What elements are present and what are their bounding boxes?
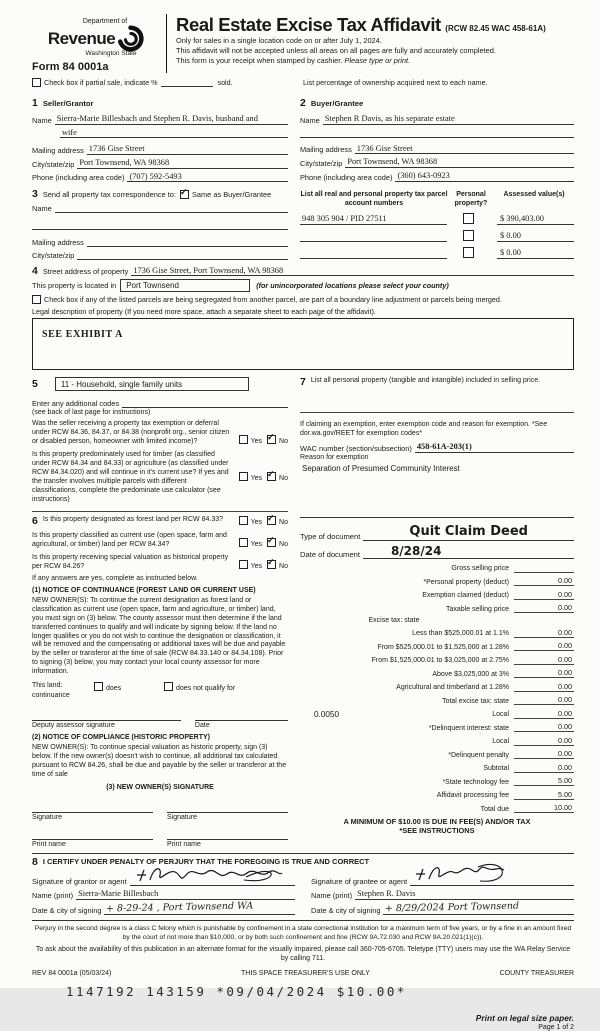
parcel-number-field[interactable] (300, 231, 447, 242)
street-address-field[interactable]: 1736 Gise Street, Port Townsend, WA 98368 (131, 266, 574, 277)
partial-percent-field[interactable] (161, 86, 213, 87)
alternate-format-note: To ask about the availability of this publication in an alternate format for the visually impaired, please call 360-705-6705. Teletype (TTY) users may use the WA Relay Service by calling 711. (35, 946, 571, 963)
additional-codes-field[interactable] (122, 398, 288, 408)
reason-for-exemption-label: Reason for exemption (300, 453, 369, 461)
signature-label: Signature (167, 813, 197, 821)
signature-label: Signature (32, 813, 62, 821)
section-6-number: 6 (32, 515, 38, 528)
tax-row-label: From $525,000.01 to $1,525,000 at 1.28% (377, 643, 509, 651)
notice-compliance-body: NEW OWNER(S): To continue special valuation as historic property, sign (3) below. If the new owner(s) doesn't wish to continue, all additional tax calculated pursuant to RCW 84.26, shall be due and payable by the seller or transferor at the time of sale (32, 744, 287, 779)
tax-computation (300, 563, 574, 835)
notice-continuance-body: NEW OWNER(S): To continue the current designation as forest land or classification as current use (open space, farm and agriculture, or timber) land, you must sign on (3) below. The county assessor must then determine if the land transferred continues to qualify and will indicate by signing below. If the land no longer qualifies or you do not wish to continue the designation or classification, it will be removed and the compensating or additional taxes will be due and payable by the seller or transferor at the time of sale (RCW 84.33.140 or 84.34.108). Prior to signing (3) below, you may contact your local county assessor for more information. (32, 596, 286, 676)
print-name-label: Print name (32, 840, 66, 848)
tax-row-label: Affidavit processing fee (436, 792, 509, 800)
yes-checkbox[interactable] (239, 560, 248, 569)
tax-row-amount[interactable]: 10.00 (514, 803, 574, 813)
street-address-label: Street address of property (42, 267, 129, 277)
section-3-correspondence (32, 189, 288, 260)
ownership-note: List percentage of ownership acquired next to each name. (303, 78, 488, 87)
section-5-number: 5 (32, 378, 38, 391)
sold-label: sold. (217, 78, 233, 87)
buyer-name-field[interactable]: Stephen R Davis, as his separate estate (323, 114, 574, 125)
see-back-note: (see back of last page for instructions) (32, 409, 151, 417)
partial-sale-checkbox[interactable] (32, 78, 41, 87)
treasurer-stamp: 1147192 143159 *09/04/2024 $10.00* (66, 984, 407, 1000)
section-6-designations: 6 Is this property designated as forest land per RCW 84.33? Yes ✓ No Is this property classified as current use (open space, farm and agricultural, or timber) land per RCW 84.34? Yes ✓ No Is this property receiving special valuation as historical property per RCW 84.26? Yes ✓ No If any answers are yes, complete as instructed below. (1) NOTICE OF CONTINUANCE (FOREST LAND OR CURRENT USE) NEW OWNER(S): To continue the current designation as forest land or classification as current use (open space, farm and agriculture, or timber) land, you must sign on (3) below. The county assessor must then determine if the land transferred continues to qualify and will indicate by signing below. If the land no longer qualifies or you do not wish to continue the designation or classification, it will be removed and the compensating or additional taxes will be due and payable by the seller or transferor at the time of sale (RCW 84.33.140 or 84.34.108). Prior to signing (3) below, you may contact your local county assessor for more information. This land: does does not qualify for continuance Deputy assessor signature Date (2) NOTICE OF COMPLIANCE (HISTORIC PROPERTY) NEW OWNER(S): To continue special valuation as historic property, sign (3) below. If the new owner(s) doesn't wish to continue, all additional tax calculated pursuant to RCW 84.26, shall be due and payable by the seller or transferor at the time of sale (3) NEW OWNER(S) SIGNATURE Signature Signature Print name Print name (32, 513, 288, 848)
tax-row-amount[interactable]: 5.00 (514, 776, 574, 786)
wac-number-label: WAC number (section/subsection) (300, 443, 412, 453)
personal-property-checkbox[interactable] (463, 230, 474, 241)
buyer-mailing-label: Mailing address (300, 145, 352, 155)
tax-row-amount[interactable]: 0.00 (514, 763, 574, 773)
tax-row-amount[interactable]: 0.00 (514, 749, 574, 759)
new-owners-signature-title: (3) NEW OWNER(S) SIGNATURE (106, 784, 214, 792)
current-use-question: Is this property classified as current use (open space, farm and agricultural, or timber) land per RCW 84.34? (32, 531, 227, 548)
assessed-value-field[interactable]: $ 0.00 (497, 231, 574, 242)
dor-swirl-icon (117, 25, 144, 52)
same-as-buyer-label: Same as Buyer/Grantee (191, 190, 272, 200)
section-4-property (32, 266, 574, 371)
form-number: Form 84 0001a (32, 61, 109, 73)
corr-city-field[interactable] (77, 250, 288, 260)
type-of-document-label: Type of document (300, 531, 361, 541)
grantor-name-field[interactable]: Sierra-Marie Billesbach (76, 889, 295, 900)
tax-row-amount[interactable]: 0.00 (514, 709, 574, 719)
timber-agriculture-question: Is this property predominately used for timber (as classified under RCW 84.34 and 84.33) or agriculture (as classified under RCW 84.34.020) and will continue in it's current use? If yes and the transfer involves multiple parcels with different classifications, complete the predominate use calculator (see instructions) (32, 451, 229, 504)
personal-property-label: List all personal property (tangible and intangible) included in selling price. (310, 377, 541, 385)
corr-mailing-label: Mailing address (32, 237, 84, 247)
notice-continuance-title: (1) NOTICE OF CONTINUANCE (FOREST LAND OR CURRENT USE) (32, 586, 256, 594)
document-block (300, 517, 574, 559)
assessed-value-field[interactable]: $ 390,403.00 (497, 214, 574, 225)
seller-mailing-label: Mailing address (32, 145, 84, 155)
parcel-row (300, 230, 574, 242)
seller-city-field[interactable]: Port Townsend, WA 98368 (77, 158, 288, 169)
corr-name-field[interactable] (55, 203, 288, 213)
seller-name-field-line2[interactable]: wife (60, 128, 288, 139)
grantor-signature-label: Signature of grantor or agent (32, 877, 127, 887)
legal-description-value: SEE EXHIBIT A (42, 329, 123, 341)
tax-row-amount[interactable]: 0.00 (514, 736, 574, 746)
grantee-date-label: Date & city of signing (311, 906, 381, 916)
header-note-2: This affidavit will not be accepted unless all areas on all pages are fully and accurately completed. (176, 45, 496, 55)
seller-grantor-title: Seller/Grantor (42, 99, 94, 108)
assessed-value-col-header: Assessed value(s) (503, 191, 565, 199)
tax-row-amount[interactable]: 0.00 (514, 655, 574, 665)
form-header (32, 14, 574, 73)
print-name-label: Print name (167, 840, 201, 848)
tax-row-amount[interactable]: 0.00 (514, 628, 574, 638)
tax-row-label: Total excise tax: state (442, 697, 509, 705)
personal-property-field[interactable] (300, 396, 574, 413)
tax-row-amount[interactable]: 0.00 (514, 590, 574, 600)
no-checkbox[interactable]: ✓ (267, 432, 275, 443)
tax-row-amount[interactable]: 0.00 (514, 682, 574, 692)
personal-property-checkbox[interactable] (463, 247, 474, 258)
corr-blank-field[interactable] (32, 220, 288, 230)
tax-row-label: *Personal property (deduct) (423, 578, 509, 586)
same-as-buyer-checkbox[interactable]: ✓ (179, 187, 188, 198)
section-3-number: 3 (32, 188, 38, 201)
date-of-document-label: Date of document (300, 550, 360, 560)
located-in-label: This property is located in (32, 281, 117, 291)
this-land-label: This land: (32, 682, 63, 690)
section-5-use-code: 5 11 - Household, single family units Enter any additional codes (see back of last page for instructions) Was the seller receiving a property tax exemption or deferral under RCW 84.36, 84.37, or 84.38 (nonprofit org., senior citizen or disabled person, homeowner with limited income)? Yes ✓ No Is this property predominately used for timber (as classified under RCW 84.34 and 84.33) or agriculture (as classified under RCW 84.34.020) and will continue in it's current use? If yes and the transfer involves multiple parcels with different classifications, complete the predominate use calculator (see instructions) Yes ✓ No (32, 378, 288, 504)
grantee-signature-field[interactable] (410, 871, 574, 886)
grantee-name-label: Name (print) (311, 891, 353, 901)
section-8-number: 8 (32, 855, 38, 868)
partial-sale-row (32, 78, 303, 87)
rev-form-number: REV 84 0001a (05/03/24) (32, 970, 112, 978)
forest-land-question: Is this property designated as forest land per RCW 84.33? (42, 516, 223, 524)
county-treasurer-label: COUNTY TREASURER (499, 970, 574, 978)
corr-mailing-field[interactable] (87, 237, 288, 247)
buyer-name-field-line2[interactable] (300, 128, 574, 138)
grantor-signature-image (134, 864, 284, 888)
parcel-number-field[interactable]: 948 305 904 / PID 27511 (300, 214, 447, 225)
parcel-row (300, 247, 574, 259)
segregated-note: Check box if any of the listed parcels are being segregated from another parcel, are part of a boundary line adjustment or parcels being merged. (44, 295, 502, 305)
wac-number-field[interactable]: 458-61A-203(1) (415, 442, 574, 453)
personal-property-checkbox[interactable] (463, 213, 474, 224)
new-owner-signature-field-2[interactable] (167, 800, 288, 813)
tax-row-amount[interactable]: 0.00 (514, 603, 574, 613)
type-of-document-field[interactable]: Quit Claim Deed (363, 525, 574, 541)
no-checkbox[interactable]: ✓ (267, 534, 275, 545)
buyer-phone-label: Phone (including area code) (300, 172, 393, 182)
yes-checkbox[interactable] (239, 472, 248, 481)
tax-row-label: Less than $525,000.01 at 1.1% (412, 630, 509, 638)
legal-description-label: Legal description of property (If you need more space, attach a separate sheet to each page of the affidavit). (32, 307, 376, 317)
continuance-label: continuance (32, 692, 70, 700)
personal-property-col-header: Personal property? (454, 191, 488, 207)
tax-row-label: Taxable selling price (445, 605, 509, 613)
section-7-number: 7 (300, 376, 306, 389)
perjury-statement: Perjury in the second degree is a class C felony which is punishable by confinement in a state correctional institution for a maximum term of five years, or by a fine in an amount fixed by the court of not more than $10,000, or by both such confinement and fine (RCW 9A.72.030 and RCW 9A.20.021(1)(c)). (32, 920, 574, 942)
buyer-mailing-field[interactable]: 1736 Gise Street (355, 144, 574, 155)
seller-phone-field[interactable]: (707) 592-5493 (127, 172, 288, 183)
tax-row-label: Gross selling price (451, 565, 509, 573)
tax-row-amount[interactable]: 5.00 (514, 790, 574, 800)
historic-property-question: Is this property receiving special valuation as historical property per RCW 84.26? (32, 553, 229, 570)
tax-row-label: Exemption claimed (deduct) (422, 592, 509, 600)
tax-row-label: Above $3,025,000 at 3% (432, 670, 509, 678)
seller-mailing-field[interactable]: 1736 Gise Street (87, 144, 288, 155)
certify-statement: I CERTIFY UNDER PENALTY OF PERJURY THAT THE FOREGOING IS TRUE AND CORRECT (42, 856, 370, 866)
grantee-name-field[interactable]: Stephen R. Davis (355, 889, 574, 900)
seller-name-label: Name (32, 115, 52, 125)
no-checkbox[interactable]: ✓ (267, 513, 275, 524)
correspondence-label: Send all property tax correspondence to: (42, 190, 176, 200)
section-4-number: 4 (32, 264, 38, 277)
form-title: Real Estate Excise Tax Affidavit (176, 14, 441, 35)
tax-row-label: Local (492, 711, 509, 719)
section-2-number: 2 (300, 97, 306, 109)
partial-sale-label: Check box if partial sale, indicate % (44, 78, 158, 87)
county-note: (for unincorporated locations please select your county) (256, 281, 449, 291)
revenue-label: Revenue (47, 28, 116, 48)
document-and-tax-column (300, 511, 574, 848)
yes-checkbox[interactable] (239, 435, 248, 444)
buyer-city-label: City/state/zip (300, 158, 343, 168)
date-label: Date (194, 722, 210, 730)
section-7-personal-property (300, 377, 574, 505)
seller-city-label: City/state/zip (32, 159, 75, 169)
tax-row-amount[interactable]: 0.00 (514, 641, 574, 651)
grantor-date-label: Date & city of signing (32, 906, 102, 916)
dor-logo (32, 14, 160, 73)
tax-row-amount[interactable]: 0.00 (514, 576, 574, 586)
parcel-number-field[interactable] (300, 248, 447, 259)
buyer-city-field[interactable]: Port Townsend, WA 98368 (345, 157, 574, 168)
new-owner-print-name-field-1[interactable] (32, 827, 153, 840)
grantor-signing-block (32, 869, 295, 915)
header-note-3: This form is your receipt when stamped by cashier. Please type or print. (176, 55, 411, 65)
tax-row-amount[interactable]: 0.00 (514, 668, 574, 678)
if-yes-note: If any answers are yes, complete as instructed below. (32, 574, 198, 582)
does-checkbox[interactable] (94, 682, 103, 691)
tax-row-label: Subtotal (483, 765, 509, 773)
tax-row-label: Local (492, 738, 509, 746)
tax-row-amount[interactable]: 0.00 (514, 695, 574, 705)
grantor-date-field[interactable]: + 8-29-24 , Port Townsend WA (104, 903, 295, 915)
excise-tax-state-header: Excise tax: state (368, 617, 420, 625)
new-owner-signature-field-1[interactable] (32, 800, 153, 813)
exemption-deferral-question: Was the seller receiving a property tax exemption or deferral under RCW 84.36, 84.37, or 84.38 (nonprofit org., senior citizen or disabled person, homeowner with limited income)? (32, 420, 230, 446)
tax-row-label: Total due (480, 805, 509, 813)
grantor-name-label: Name (print) (32, 891, 74, 901)
parcel-col-header: List all real and personal property tax parcel account numbers (300, 191, 448, 207)
grantee-date-field[interactable]: + 8/29/2024 Port Townsend (383, 903, 574, 915)
buyer-phone-field[interactable]: (360) 643-0923 (395, 171, 574, 182)
parcel-row (300, 213, 574, 225)
yes-checkbox[interactable] (239, 516, 248, 525)
grantor-signature-field[interactable] (130, 871, 296, 886)
tax-row-label: *Delinquent penalty (448, 751, 509, 759)
section-1-seller (32, 93, 288, 182)
see-instructions-note: *SEE INSTRUCTIONS (399, 826, 475, 836)
new-owner-print-name-field-2[interactable] (167, 827, 288, 840)
minimum-due-note: A MINIMUM OF $10.00 IS DUE IN FEE(S) AND/OR TAX (343, 817, 531, 827)
does-not-checkbox[interactable] (164, 682, 173, 691)
no-checkbox[interactable]: ✓ (267, 469, 275, 480)
seller-name-field[interactable]: Sierra-Marie Billesbach and Stephen R. Davis, husband and (55, 114, 288, 125)
legal-size-note: Print on legal size paper. (475, 1013, 574, 1024)
buyer-name-label: Name (300, 115, 320, 125)
grantee-signature-label: Signature of grantee or agent (311, 877, 408, 887)
treasurer-space-label: THIS SPACE TREASURER'S USE ONLY (241, 970, 370, 978)
local-rate-value: 0.0050 (314, 709, 340, 719)
washington-state-label: Washington State (85, 50, 137, 57)
section-2-buyer (300, 93, 574, 182)
notice-compliance-title: (2) NOTICE OF COMPLIANCE (HISTORIC PROPERTY) (32, 734, 210, 742)
deputy-date-field[interactable] (195, 708, 288, 721)
seller-phone-label: Phone (including area code) (32, 173, 125, 183)
corr-city-label: City/state/zip (32, 250, 75, 260)
tax-row-amount[interactable]: 0.00 (514, 722, 574, 732)
dept-of-label: Department of (82, 18, 128, 25)
additional-codes-label: Enter any additional codes (32, 399, 120, 409)
tax-row-amount[interactable] (514, 563, 574, 573)
deputy-assessor-signature-field[interactable] (32, 708, 181, 721)
buyer-grantee-title: Buyer/Grantee (310, 99, 364, 108)
deputy-assessor-label: Deputy assessor signature (32, 722, 115, 730)
date-of-document-field[interactable]: 8/28/24 (363, 545, 574, 560)
reason-for-exemption-value[interactable]: Separation of Presumed Community Interest (302, 463, 460, 473)
no-checkbox[interactable]: ✓ (267, 556, 275, 567)
rcw-reference: (RCW 82.45 WAC 458-61A) (445, 24, 546, 33)
header-note-1: Only for sales in a single location code on or after July 1, 2024. (176, 36, 382, 45)
section-8-certification (32, 853, 574, 915)
corr-name-label: Name (32, 203, 52, 213)
section-1-number: 1 (32, 97, 38, 109)
legal-description-box[interactable] (32, 318, 574, 370)
page-number: Page 1 of 2 (538, 1024, 574, 1031)
segregated-checkbox[interactable] (32, 295, 41, 304)
parcel-table (300, 189, 574, 260)
exemption-note: If claiming an exemption, enter exemption code and reason for exemption. *See dor.wa.gov/REET for exemption codes* (300, 420, 548, 437)
tax-row-label: Agricultural and timberland at 1.28% (396, 684, 509, 692)
grantee-signing-block (311, 869, 574, 915)
tax-row-label: From $1,525,000.01 to $3,025,000 at 2.75% (371, 657, 509, 665)
assessed-value-field[interactable]: $ 0.00 (497, 248, 574, 259)
land-use-code-select[interactable]: 11 - Household, single family units (55, 377, 249, 391)
tax-row-label: *State technology fee (442, 778, 509, 786)
grantee-signature-image (414, 862, 534, 888)
yes-checkbox[interactable] (239, 538, 248, 547)
tax-row-label: *Delinquent interest: state (428, 724, 509, 732)
county-select[interactable]: Port Townsend (120, 279, 250, 292)
